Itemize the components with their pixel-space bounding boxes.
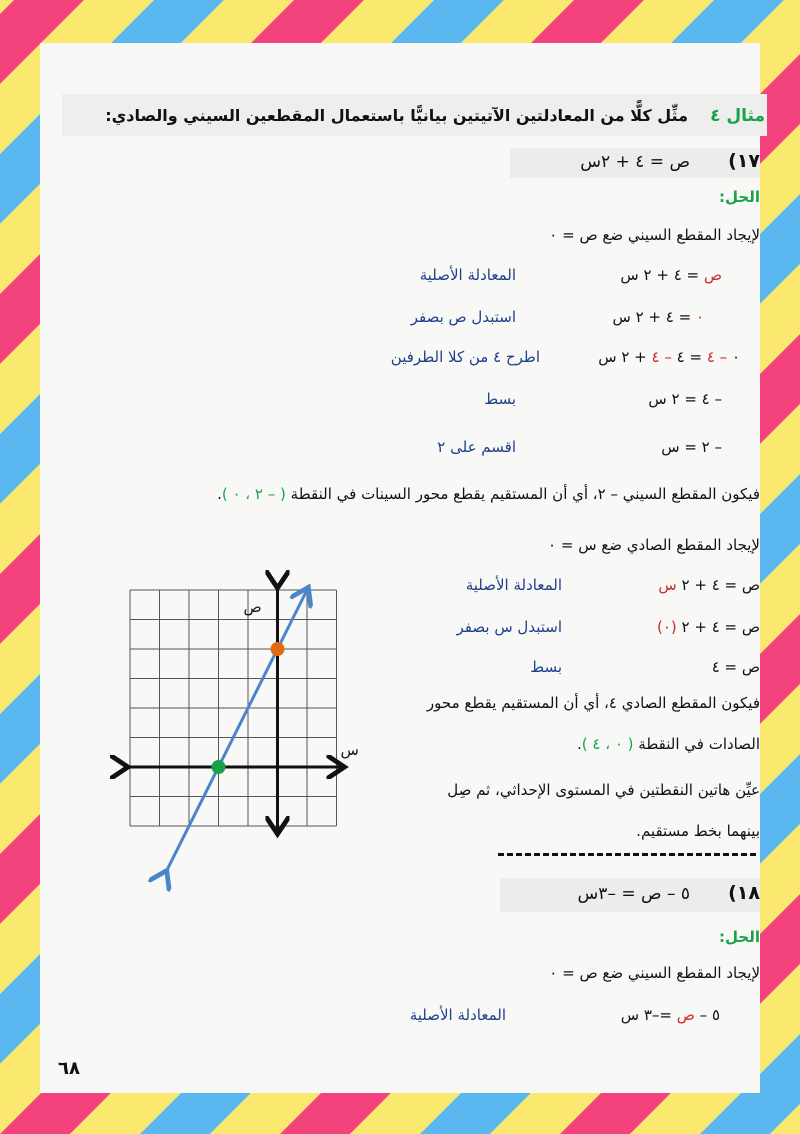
- y-step-2-reason: استبدل س بصفر: [456, 618, 562, 636]
- exercise-18-equation: ٥ – ص = –٣س: [577, 884, 690, 904]
- exercise-17-number: ١٧): [728, 150, 760, 172]
- x-intercept-point: [212, 760, 226, 774]
- instruction-line-1: عيِّن هاتين النقطتين في المستوى الإحداثي، ثم صِل: [447, 781, 760, 799]
- x-step-2-reason: استبدل ص بصفر: [410, 308, 516, 326]
- x-intercept-conclusion: فيكون المقطع السيني – ٢، أي أن المستقيم يقطع محور السينات في النقطة ( – ٢ ، ٠ ).: [217, 485, 760, 503]
- x-step-5-eq: – ٢ = س: [661, 438, 722, 456]
- example-label: مثال ٤: [710, 106, 765, 126]
- x2-step-1-eq: ٥ – ص =–٣ س: [620, 1006, 720, 1024]
- exercise-18-number: ١٨): [728, 882, 760, 904]
- y-intercept-intro: لإيجاد المقطع الصادي ضع س = ٠: [548, 536, 760, 554]
- x-step-2-eq: ٠ = ٤ + ٢ س: [612, 308, 704, 326]
- instruction-line-2: بينهما بخط مستقيم.: [636, 822, 760, 840]
- y-step-1-eq: ص = ٤ + ٢ س: [658, 576, 760, 594]
- graph-line: [165, 590, 307, 873]
- y-step-2-eq: ص = ٤ + ٢ (٠): [656, 618, 760, 636]
- x-step-3-eq: ٠ – ٤ = ٤ – ٤ + ٢ س: [598, 348, 740, 366]
- x-step-1-eq: ص = ٤ + ٢ س: [620, 266, 722, 284]
- x-step-3-reason: اطرح ٤ من كلا الطرفين: [390, 348, 540, 366]
- solution-label: الحل:: [719, 188, 760, 206]
- x-step-5-reason: اقسم على ٢: [437, 438, 516, 456]
- y-axis-label: ص: [243, 598, 262, 616]
- y-step-3-eq: ص = ٤: [711, 658, 760, 676]
- x-intercept-intro: لإيجاد المقطع السيني ضع ص = ٠: [549, 226, 760, 244]
- page-number: ٦٨: [58, 1058, 80, 1079]
- y-step-3-reason: بسط: [530, 658, 562, 676]
- x-intercept-intro-2: لإيجاد المقطع السيني ضع ص = ٠: [549, 964, 760, 982]
- section-divider: [498, 853, 756, 856]
- x-step-4-eq: – ٤ = ٢ س: [648, 390, 722, 408]
- y-step-1-reason: المعادلة الأصلية: [465, 576, 562, 594]
- x-axis-label: س: [340, 741, 359, 759]
- solution-label-2: الحل:: [719, 928, 760, 946]
- y-intercept-conclusion-1: فيكون المقطع الصادي ٤، أي أن المستقيم يقطع محور: [426, 694, 760, 712]
- page-sheet: [40, 43, 760, 1093]
- x2-step-1-reason: المعادلة الأصلية: [409, 1006, 506, 1024]
- x-step-1-reason: المعادلة الأصلية: [419, 266, 516, 284]
- example-instruction: مثِّل كلًّا من المعادلتين الآتيتين بيانيًّا باستعمال المقطعين السيني والصادي:: [105, 106, 688, 125]
- x-step-4-reason: بسط: [484, 390, 516, 408]
- y-intercept-conclusion-2: الصادات في النقطة ( ٠ ، ٤ ).: [576, 735, 760, 753]
- y-intercept-point: [271, 642, 285, 656]
- coordinate-graph: [120, 582, 359, 834]
- exercise-17-equation: ص = ٤ + ٢س: [580, 152, 690, 172]
